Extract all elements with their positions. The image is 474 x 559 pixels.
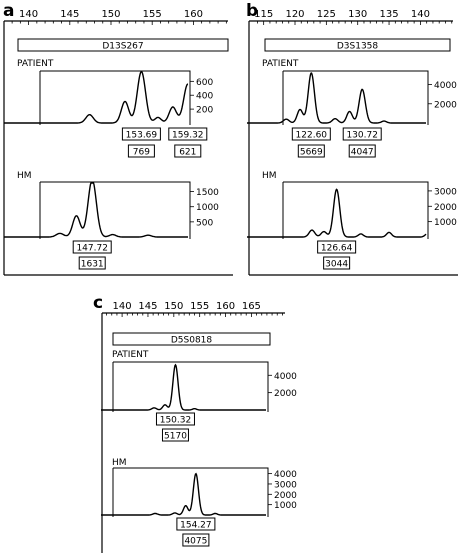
y-tick-label: 3000: [434, 187, 457, 198]
scale-tick-label: 160: [215, 301, 236, 312]
trace-signal: [101, 474, 266, 515]
allele-area: 4047: [350, 147, 374, 158]
panel-letter: b: [246, 1, 259, 21]
trace-signal: [4, 72, 188, 123]
panel-letter: a: [3, 1, 15, 21]
allele-area: 769: [132, 147, 150, 158]
panel-a: [3, 1, 233, 275]
scale-tick-label: 115: [254, 9, 274, 20]
scale-tick-label: 140: [112, 301, 132, 312]
trace-signal: [4, 183, 188, 237]
trace-signal: [247, 73, 426, 123]
allele-area: 1631: [80, 259, 104, 270]
marker-name: D3S1358: [336, 41, 379, 52]
y-tick-label: 4000: [274, 470, 297, 481]
trace-label: PATIENT: [262, 59, 299, 69]
scale-tick-label: 165: [241, 301, 261, 312]
trace-patient: [4, 59, 213, 158]
panel-letter: c: [93, 293, 104, 313]
y-tick-label: 4000: [434, 81, 457, 92]
allele-area: 3044: [325, 259, 349, 270]
trace-frame: [113, 362, 268, 412]
scale-tick-label: 160: [183, 9, 203, 20]
allele-size: 147.72: [76, 243, 108, 254]
scale-tick-label: 150: [164, 301, 184, 312]
trace-label: HM: [262, 171, 277, 181]
y-tick-label: 1000: [274, 501, 297, 512]
marker-name: D13S267: [102, 41, 144, 52]
scale-tick-label: 125: [316, 9, 336, 20]
y-tick-label: 2000: [434, 202, 457, 213]
trace-hm: [247, 171, 457, 270]
scale-tick-label: 120: [285, 9, 305, 20]
trace-hm: [101, 458, 297, 547]
y-tick-label: 2000: [274, 490, 297, 501]
scale-tick-label: 145: [60, 9, 80, 20]
y-tick-label: 1000: [196, 203, 219, 214]
y-tick-label: 600: [196, 77, 214, 88]
scale-tick-label: 140: [19, 9, 39, 20]
y-tick-label: 2000: [434, 100, 457, 111]
scale-tick-label: 155: [190, 301, 210, 312]
y-tick-label: 3000: [274, 480, 297, 491]
y-tick-label: 1000: [434, 218, 457, 229]
trace-patient: [247, 59, 457, 158]
allele-area: 5170: [164, 431, 187, 442]
scale-tick-label: 155: [142, 9, 162, 20]
allele-size: 130.72: [346, 130, 378, 141]
trace-patient: [101, 350, 297, 442]
y-tick-label: 2000: [274, 389, 297, 400]
allele-size: 122.60: [295, 130, 328, 141]
scale-tick-label: 130: [348, 9, 368, 20]
allele-size: 153.69: [125, 130, 158, 141]
y-tick-label: 200: [196, 105, 214, 116]
trace-hm: [4, 171, 219, 270]
y-tick-label: 400: [196, 91, 214, 102]
allele-size: 159.32: [172, 130, 204, 141]
trace-label: HM: [17, 171, 32, 181]
scale-tick-label: 135: [379, 9, 399, 20]
scale-tick-label: 140: [410, 9, 430, 20]
allele-size: 126.64: [320, 243, 353, 254]
trace-label: HM: [112, 458, 127, 468]
y-tick-label: 4000: [274, 371, 297, 382]
scale-tick-label: 145: [138, 301, 158, 312]
trace-label: PATIENT: [112, 350, 149, 360]
marker-name: D5S0818: [170, 335, 213, 346]
y-tick-label: 1500: [196, 188, 219, 199]
trace-signal: [101, 365, 266, 410]
allele-size: 150.32: [159, 415, 192, 426]
scale-tick-label: 150: [101, 9, 121, 20]
allele-size: 154.27: [180, 520, 212, 531]
trace-frame: [283, 182, 428, 239]
panel-b: [246, 1, 458, 275]
allele-area: 5669: [299, 147, 323, 158]
trace-frame: [40, 182, 190, 239]
allele-area: 4075: [184, 536, 208, 547]
allele-area: 621: [179, 147, 197, 158]
panel-c: [93, 293, 297, 553]
trace-label: PATIENT: [17, 59, 54, 69]
y-tick-label: 500: [196, 218, 214, 229]
trace-signal: [247, 189, 426, 237]
